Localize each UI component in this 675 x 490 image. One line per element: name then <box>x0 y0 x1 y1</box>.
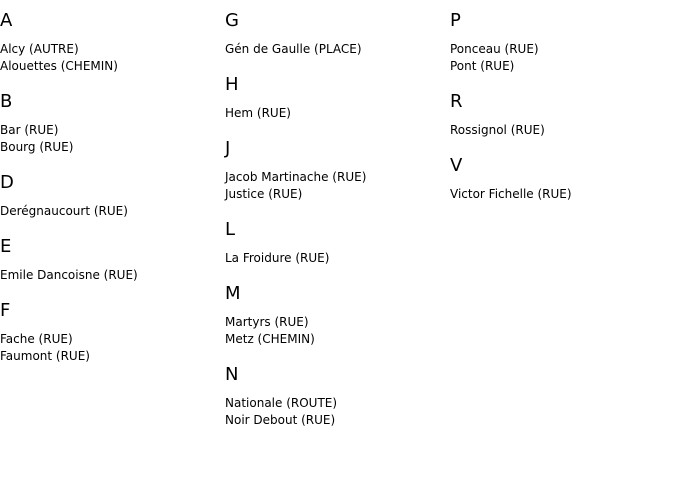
letter-heading: B <box>0 91 13 112</box>
letter-group-n <box>225 364 445 429</box>
letter-group-r <box>450 91 670 139</box>
letter-heading: N <box>225 364 239 385</box>
index-column-3 <box>450 10 670 219</box>
street-link[interactable]: Nationale (ROUTE) <box>225 396 338 410</box>
street-link[interactable]: Alouettes (CHEMIN) <box>0 59 118 73</box>
street-link[interactable]: Emile Dancoisne (RUE) <box>0 268 138 282</box>
letter-group-e <box>0 236 220 284</box>
street-link[interactable]: Martyrs (RUE) <box>225 315 309 329</box>
letter-heading: M <box>225 283 241 304</box>
street-link[interactable]: Noir Debout (RUE) <box>225 413 336 427</box>
index-column-1 <box>0 10 220 381</box>
street-link[interactable]: Derégnaucourt (RUE) <box>0 204 128 218</box>
letter-heading: G <box>225 10 239 31</box>
letter-heading: E <box>0 236 12 257</box>
letter-heading: F <box>0 300 11 321</box>
letter-group-f <box>0 300 220 365</box>
letter-heading: R <box>450 91 463 112</box>
street-link[interactable]: Faumont (RUE) <box>0 349 90 363</box>
letter-group-b <box>0 91 220 156</box>
street-link[interactable]: Pont (RUE) <box>450 59 515 73</box>
letter-heading: A <box>0 10 13 31</box>
letter-heading: L <box>225 219 236 240</box>
letter-group-v <box>450 155 670 203</box>
letter-group-j <box>225 138 445 203</box>
street-link[interactable]: Bar (RUE) <box>0 123 59 137</box>
street-link[interactable]: La Froidure (RUE) <box>225 251 330 265</box>
letter-heading: J <box>225 138 231 159</box>
letter-group-h <box>225 74 445 122</box>
letter-group-m <box>225 283 445 348</box>
street-link[interactable]: Ponceau (RUE) <box>450 42 539 56</box>
letter-group-d <box>0 172 220 220</box>
letter-heading: V <box>450 155 463 176</box>
letter-heading: D <box>0 172 14 193</box>
street-link[interactable]: Alcy (AUTRE) <box>0 42 79 56</box>
street-link[interactable]: Hem (RUE) <box>225 106 291 120</box>
letter-group-p <box>450 10 670 75</box>
street-link[interactable]: Metz (CHEMIN) <box>225 332 315 346</box>
street-link[interactable]: Jacob Martinache (RUE) <box>225 170 367 184</box>
street-link[interactable]: Bourg (RUE) <box>0 140 74 154</box>
street-link[interactable]: Victor Fichelle (RUE) <box>450 187 572 201</box>
letter-heading: P <box>450 10 461 31</box>
letter-heading: H <box>225 74 239 95</box>
street-link[interactable]: Gén de Gaulle (PLACE) <box>225 42 362 56</box>
letter-group-l <box>225 219 445 267</box>
street-link[interactable]: Rossignol (RUE) <box>450 123 545 137</box>
index-column-2 <box>225 10 445 445</box>
street-link[interactable]: Justice (RUE) <box>225 187 303 201</box>
letter-group-a <box>0 10 220 75</box>
letter-group-g <box>225 10 445 58</box>
street-link[interactable]: Fache (RUE) <box>0 332 73 346</box>
